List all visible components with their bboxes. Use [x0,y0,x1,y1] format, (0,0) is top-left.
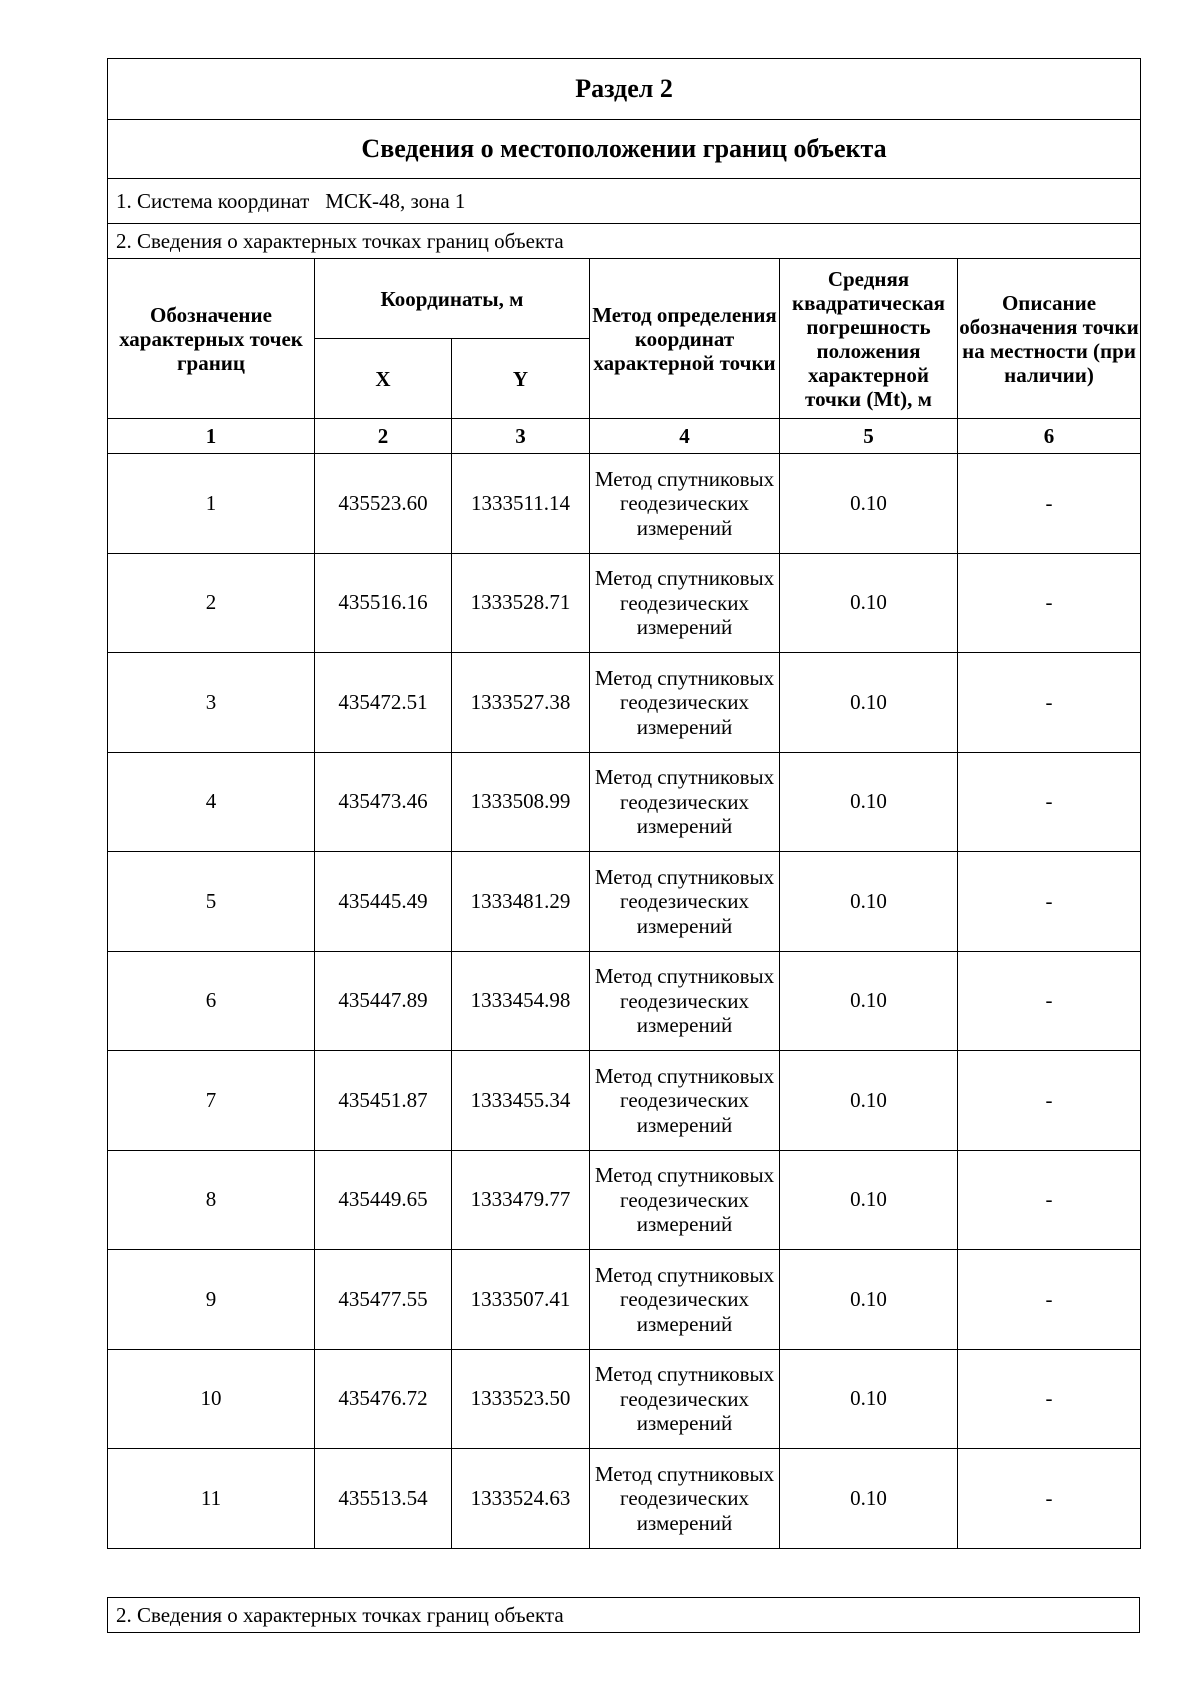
y-coordinate-cell: 1333511.14 [452,454,590,554]
y-coordinate-cell: 1333527.38 [452,653,590,753]
mean-square-error-cell: 0.10 [780,852,958,952]
mean-square-error-cell: 0.10 [780,1449,958,1549]
point-description-cell: - [958,852,1141,952]
header-designation: Обозначение характерных точек границ [108,259,315,419]
point-number-cell: 6 [108,951,315,1051]
y-coordinate-cell: 1333454.98 [452,951,590,1051]
method-cell: Метод спутниковых геодезических измерений [590,653,780,753]
table-row [108,852,1141,952]
section-subtitle: Сведения о местоположении границ объекта [108,120,1141,179]
method-cell: Метод спутниковых геодезических измерений [590,1449,780,1549]
x-coordinate-cell: 435513.54 [315,1449,452,1549]
column-number: 1 [108,419,315,454]
method-cell: Метод спутниковых геодезических измерений [590,1250,780,1350]
x-coordinate-cell: 435447.89 [315,951,452,1051]
x-coordinate-cell: 435473.46 [315,752,452,852]
section-title: Раздел 2 [108,59,1141,120]
point-number-cell: 3 [108,653,315,753]
mean-square-error-cell: 0.10 [780,1349,958,1449]
mean-square-error-cell: 0.10 [780,454,958,554]
x-coordinate-cell: 435476.72 [315,1349,452,1449]
header-coordinates: Координаты, м [315,259,590,339]
point-description-cell: - [958,1349,1141,1449]
column-number: 6 [958,419,1141,454]
column-number: 2 [315,419,452,454]
table-row [108,1449,1141,1549]
point-description-cell: - [958,752,1141,852]
y-coordinate-cell: 1333455.34 [452,1051,590,1151]
header-method: Метод определения координат характерной точки [590,259,780,419]
coordinate-system-row [108,179,1141,224]
y-coordinate-cell: 1333524.63 [452,1449,590,1549]
header-description: Описание обозначения точки на местности (при наличии) [958,259,1141,419]
mean-square-error-cell: 0.10 [780,1051,958,1151]
method-cell: Метод спутниковых геодезических измерений [590,1349,780,1449]
column-number: 4 [590,419,780,454]
x-coordinate-cell: 435516.16 [315,553,452,653]
x-coordinate-cell: 435523.60 [315,454,452,554]
method-cell: Метод спутниковых геодезических измерений [590,752,780,852]
table-row [108,951,1141,1051]
point-description-cell: - [958,1150,1141,1250]
table-row [108,653,1141,753]
x-coordinate-cell: 435451.87 [315,1051,452,1151]
mean-square-error-cell: 0.10 [780,1250,958,1350]
boundary-section-table [107,58,1141,1549]
y-coordinate-cell: 1333481.29 [452,852,590,952]
y-coordinate-cell: 1333508.99 [452,752,590,852]
continuation-caption-box [107,1597,1140,1633]
point-number-cell: 8 [108,1150,315,1250]
y-coordinate-cell: 1333523.50 [452,1349,590,1449]
point-description-cell: - [958,1250,1141,1350]
table-row [108,454,1141,554]
y-coordinate-cell: 1333507.41 [452,1250,590,1350]
method-cell: Метод спутниковых геодезических измерений [590,852,780,952]
x-coordinate-cell: 435477.55 [315,1250,452,1350]
point-number-cell: 4 [108,752,315,852]
point-description-cell: - [958,1449,1141,1549]
coordinate-system-value: МСК-48, зона 1 [325,188,466,213]
table-row [108,1250,1141,1350]
x-coordinate-cell: 435472.51 [315,653,452,753]
table-row [108,1349,1141,1449]
point-number-cell: 7 [108,1051,315,1151]
header-x: X [315,339,452,419]
y-coordinate-cell: 1333479.77 [452,1150,590,1250]
table-row [108,752,1141,852]
column-numbers-row [108,419,1141,454]
x-coordinate-cell: 435445.49 [315,852,452,952]
method-cell: Метод спутниковых геодезических измерений [590,951,780,1051]
method-cell: Метод спутниковых геодезических измерений [590,1051,780,1151]
column-number: 3 [452,419,590,454]
mean-square-error-cell: 0.10 [780,653,958,753]
mean-square-error-cell: 0.10 [780,1150,958,1250]
coordinate-system-label: 1. Система координат [116,188,310,213]
point-number-cell: 1 [108,454,315,554]
point-description-cell: - [958,1051,1141,1151]
table-row [108,1051,1141,1151]
points-table-body [108,454,1141,1549]
continuation-caption: 2. Сведения о характерных точках границ объекта [108,1598,1140,1633]
method-cell: Метод спутниковых геодезических измерений [590,454,780,554]
point-description-cell: - [958,454,1141,554]
mean-square-error-cell: 0.10 [780,553,958,653]
table-row [108,1150,1141,1250]
mean-square-error-cell: 0.10 [780,951,958,1051]
header-y: Y [452,339,590,419]
method-cell: Метод спутниковых геодезических измерений [590,553,780,653]
y-coordinate-cell: 1333528.71 [452,553,590,653]
point-number-cell: 2 [108,553,315,653]
point-number-cell: 11 [108,1449,315,1549]
point-number-cell: 5 [108,852,315,952]
mean-square-error-cell: 0.10 [780,752,958,852]
x-coordinate-cell: 435449.65 [315,1150,452,1250]
point-number-cell: 10 [108,1349,315,1449]
table-row [108,553,1141,653]
point-number-cell: 9 [108,1250,315,1350]
point-description-cell: - [958,951,1141,1051]
point-description-cell: - [958,653,1141,753]
method-cell: Метод спутниковых геодезических измерений [590,1150,780,1250]
point-description-cell: - [958,553,1141,653]
column-number: 5 [780,419,958,454]
header-error: Средняя квадратическая погрешность положения характерной точки (Mt), м [780,259,958,419]
points-caption: 2. Сведения о характерных точках границ объекта [108,224,1141,259]
